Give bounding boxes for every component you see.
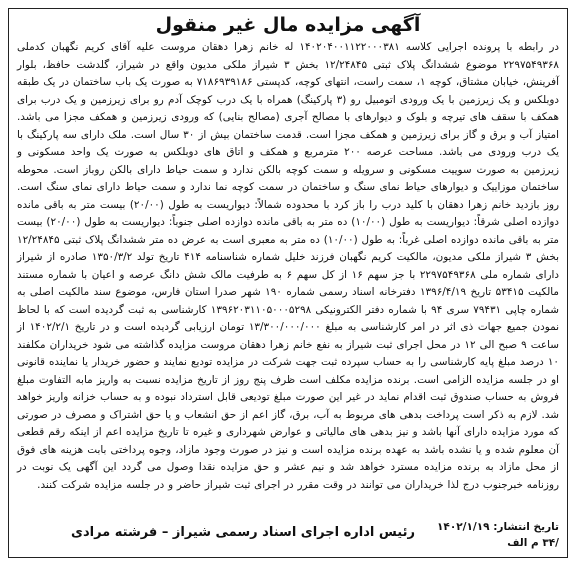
notice-footer: [17, 519, 559, 553]
publish-date: تاریخ انتشار: ۱۴۰۲/۱/۱۹: [437, 521, 559, 533]
notice-document: [8, 8, 568, 558]
notice-body: در رابطه با پرونده اجرایی کلاسه ۱۴۰۲۰۴۰۰۱۱۲۲۰۰۰۳۸۱ له خانم زهرا دهقان مروست علیه آقای کریم نگهبان کدملی ۲۲۹۷۵۴۹۳۶۸ موضوع ششدانگ پلاک ثبتی ۱۲/۲۴۸۴۵ بخش ۳ شیراز ملکی مدیون واقع در شیراز، گلدشت حافظ، بلوار آفرینش، خیابان مشتاق، کوچه ۱، سمت راست، انتهای کوچه، کدپستی ۷۱۸۶۹۳۹۱۸۶ به صورت یک باب ساختمان در یک طبقه دوبلکس و یک زیرزمین با یک ورودی اتومبیل رو (۳ پارکینگ) همراه با یک درب کوچک آدم رو برای زیرزمین و یک درب برای همکف با سقف های تیرچه و بلوک و دیوارهای با مصالح آجری (مصالح بنایی) که ورودی زیرزمین و همکف مجزا می باشد. امتیاز آب و برق و گاز برای زیرزمین و همکف مجزا است. قدمت ساختمان بیش از ۳۰ سال است. ملک دارای سه پارکینگ با یک درب ورودی می باشد. مساحت عرصه ۲۰۰ مترمربع و همکف و اتاق های دوبلکس به صورت یک واحد مسکونی و زیرزمین به صورت سوییت مسکونی و سرویله و سمت کوچه بالکن ندارد و سمت حیاط دارای بالکن روباز است. محوطه ساختمان موزاییک و دیوارهای حیاط نمای سنگ و ساختمان در سمت کوچه نما ندارد و سمت حیاط دارای نمای سنگ است. روز بازدید خانم زهرا دهقان با کلید درب را باز کرد با محدوده شمالاً: دیواریست به طول (۲۰/۰۰) بیست متر به باقی مانده دوازده اصلی شرقاً: دیواریست به طول (۱۰/۰۰) ده متر به باقی مانده دوازده اصلی جنوباً: دیواریست به طول (۲۰/۰۰) بیست متر به باقی مانده دوازده اصلی غرباً: به طول (۱۰/۰۰) ده متر به معبری است به عرض ده متر ششدانگ پلاک ثبتی ۱۲/۲۴۸۴۵ بخش ۳ شیراز ملکی مدیون، مالکیت کریم نگهبان فرزند خلیل شماره شناسنامه ۴۱۴ تاریخ تولد ۱۳۵۰/۳/۲ صادره از شیراز دارای شماره ملی ۲۲۹۷۵۴۹۳۶۸ با جز سهم ۱۶ از کل سهم ۶ به طرفیت مالک شش دانگ عرصه و اعیان با شماره مستند مالکیت ۵۳۴۱۵ تاریخ ۱۳۹۶/۴/۱۹ دفترخانه اسناد رسمی شماره ۱۹۰ شهر صدرا استان فارس، موضوع سند مالکیت اصلی به شماره چاپی ۷۹۴۳۱ سری ۹۴ با شماره دفتر الکترونیکی ۱۳۹۶۲۰۳۱۱۰۵۰۰۰۵۲۹۸ کارشناسی به ثبت گردیده است که با لحاظ نمودن جمیع جهات ذی اثر در امر کارشناسی به مبلغ ۱۳/۳۰۰/۰۰۰/۰۰۰ تومان ارزیابی گردیده است و در تاریخ ۱۴۰۲/۲/۱ از ساعت ۹ صبح الی ۱۲ در محل اجرای ثبت شیراز به نفع خانم زهرا دهقان مروست مزایده گذاشته می شود خریداران مکلفند ۱۰ درصد مبلغ پایه کارشناسی را به حساب سپرده ثبت جهت شرکت در مزایده تودیع نمایند و حضور خریدار یا نماینده قانونی او در جلسه مزایده الزامی است. برنده مزایده مکلف است ظرف پنج روز از تاریخ مزایده نسبت به واریز مابه التفاوت مبلغ فروش به حساب صندوق ثبت اقدام نماید در غیر این صورت مبلغ تودیعی قابل استرداد نبوده و به حساب خزانه واریز خواهد شد. لازم به ذکر است پرداخت بدهی های مربوط به آب، برق، گاز اعم از حق انشعاب و یا حق اشتراک و مصرف در صورتی که مورد مزایده دارای آنها باشد و نیز بدهی های مالیاتی و عوارض شهرداری و غیره تا تاریخ مزایده اعم از اینکه رقم قطعی آن معلوم شده و یا نشده باشد به عهده برنده مزایده است و نیز در صورت وجود مازاد، وجوه پرداختی بابت هزینه های فوق از محل مازاد به برنده مزایده مسترد خواهد شد و نیم عشر و حق مزایده نقدا وصول می گردد این آگهی یک نوبت در روزنامه خبرجنوب درج لذا خریداران می توانند در وقت مقرر در اجرای ثبت شیراز حاضر و در جلسه مزایده شرکت کنند.: [17, 41, 560, 491]
notice-code: /۳۴ م الف: [507, 537, 559, 549]
notice-title: آگهی مزایده مال غیر منقول: [155, 14, 421, 36]
signature-line: رئیس اداره اجرای اسناد رسمی شیراز – فرشته مرادی: [71, 525, 415, 540]
